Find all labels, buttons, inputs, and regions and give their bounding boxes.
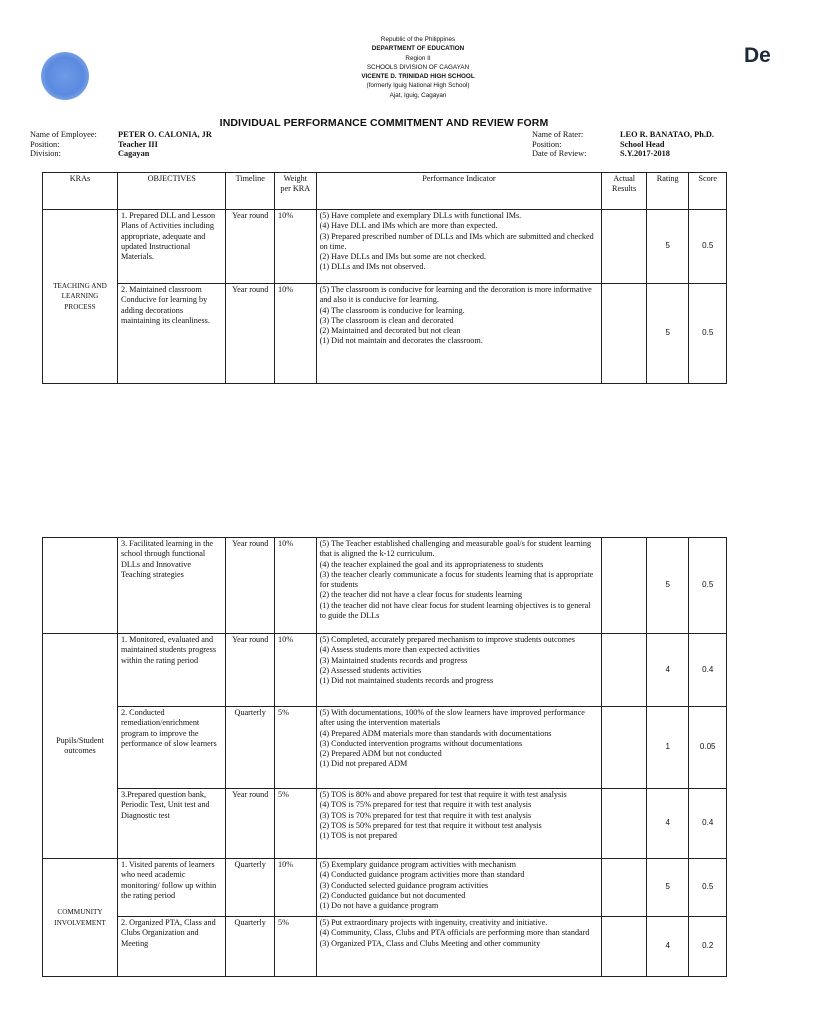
score-cell: 0.4 <box>689 634 727 707</box>
header-timeline: Timeline <box>226 173 275 210</box>
rating-cell: 5 <box>646 538 689 634</box>
indicator-line: (1) Do not have a guidance program <box>319 901 439 911</box>
indicator-line: (1) the teacher did not have clear focus for student learning objectives is to general to guide the DLLs <box>319 600 591 621</box>
kra-cell: Pupils/Student outcomes <box>43 634 118 859</box>
rating-cell: 1 <box>646 707 689 789</box>
rater-values <box>620 130 714 159</box>
score-cell: 0.5 <box>689 538 727 634</box>
table-row <box>43 917 727 977</box>
weight-cell: 5% <box>275 917 317 977</box>
table-header-row <box>43 173 727 210</box>
employee-info <box>30 130 97 159</box>
table-row <box>43 707 727 789</box>
timeline-cell: Year round <box>226 634 275 707</box>
indicator-line: (5) Completed, accurately prepared mechanism to improve students outcomes <box>319 635 575 644</box>
employee-division: Cagayan <box>118 149 150 159</box>
indicator-line: (1) Did not prepared ADM <box>319 759 408 769</box>
table-row <box>43 859 727 917</box>
indicator-line: (2) Have DLLs and IMs but some are not checked. <box>319 252 486 262</box>
indicator-cell <box>316 634 602 707</box>
form-title: INDIVIDUAL PERFORMANCE COMMITMENT AND REVIEW FORM <box>219 117 549 129</box>
header-objectives: OBJECTIVES <box>117 173 225 210</box>
score-cell: 0.5 <box>689 284 727 384</box>
indicator-line: (5) The classroom is conducive for learning and the decoration is more informative and also it is conducive for learning. <box>319 285 592 305</box>
indicator-line: (5) Exemplary guidance program activities with mechanism <box>319 860 516 869</box>
weight-cell: 5% <box>275 789 317 859</box>
indicator-line: (5) Have complete and exemplary DLLs with functional IMs. <box>319 211 522 220</box>
timeline-cell: Year round <box>226 210 275 284</box>
employee-name: PETER O. CALONIA, JR <box>118 130 212 139</box>
rater-info <box>532 130 586 159</box>
objective-cell: 2. Maintained classroom Conducive for learning by adding decorations maintaining its cleanliness. <box>117 284 225 384</box>
rating-cell: 4 <box>646 634 689 707</box>
header-line: Republic of the Philippines <box>380 36 456 43</box>
performance-table-2 <box>42 537 727 977</box>
rating-cell: 5 <box>646 210 689 284</box>
objective-cell: 2. Organized PTA, Class and Clubs Organization and Meeting <box>117 917 225 977</box>
indicator-line: (3) Organized PTA, Class and Clubs Meeting and other community <box>319 938 541 948</box>
actual-result-cell <box>602 707 647 789</box>
indicator-line: (3) TOS is 70% prepared for test that require it with test analysis <box>319 810 532 820</box>
indicator-line: (3) Prepared prescribed number of DLLs and IMs which are submitted and checked on time. <box>319 231 594 251</box>
header-line: SCHOOLS DIVISION OF CAGAYAN <box>366 63 470 71</box>
indicator-line: (1) DLLs and IMs not observed. <box>319 262 426 272</box>
actual-result-cell <box>602 538 647 634</box>
indicator-line: (4) TOS is 75% prepared for test that require it with test analysis <box>319 800 532 810</box>
indicator-line: (1) Did not maintained students records and progress <box>319 676 494 686</box>
employee-position: Teacher III <box>118 139 158 149</box>
table-row <box>43 538 727 634</box>
indicator-line: (1) Did not maintain and decorates the classroom. <box>319 336 483 346</box>
objective-cell: 1. Prepared DLL and Lesson Plans of Activities including appropriate, adequate and updated Instructional Materials. <box>117 210 225 284</box>
indicator-cell <box>316 789 602 859</box>
score-cell: 0.5 <box>689 210 727 284</box>
rater-name: LEO R. BANATAO, Ph.D. <box>620 130 714 139</box>
employee-division-label: Division: <box>30 149 61 159</box>
actual-result-cell <box>602 917 647 977</box>
table-row <box>43 284 727 384</box>
kra-cell: TEACHING AND LEARNING PROCESS <box>43 210 118 384</box>
rater-position-label: Position: <box>532 139 562 149</box>
indicator-line: (3) Conducted selected guidance program activities <box>319 880 489 890</box>
indicator-line: (3) Maintained students records and progress <box>319 655 468 665</box>
rating-cell: 4 <box>646 917 689 977</box>
indicator-line: (1) TOS is not prepared <box>319 831 398 841</box>
actual-result-cell <box>602 789 647 859</box>
objective-cell: 3.Prepared question bank, Periodic Test, Unit test and Diagnostic test <box>117 789 225 859</box>
table-row <box>43 634 727 707</box>
indicator-line: (5) Put extraordinary projects with ingenuity, creativity and initiative. <box>319 918 548 927</box>
indicator-line: (5) With documentations, 100% of the slow learners have improved performance after using the intervention materials <box>319 708 585 728</box>
review-date-label: Date of Review: <box>532 149 587 159</box>
actual-result-cell <box>602 284 647 384</box>
actual-result-cell <box>602 859 647 917</box>
header-indicator: Performance Indicator <box>316 173 602 210</box>
rating-cell: 4 <box>646 789 689 859</box>
school-header <box>0 35 836 100</box>
indicator-line: (4) Have DLL and IMs which are more than expected. <box>319 221 498 231</box>
indicator-line: (4) The classroom is conducive for learning. <box>319 305 465 315</box>
indicator-line: (4) the teacher explained the goal and its appropriateness to students <box>319 559 544 569</box>
header-line: Ajat, Iguig, Cagayan <box>389 91 447 99</box>
indicator-line: (2) the teacher did not have a clear focus for students learning <box>319 590 523 600</box>
indicator-line: (2) Prepared ADM but not conducted <box>319 749 442 759</box>
indicator-line: (4) Conducted guidance program activities more than standard <box>319 870 525 880</box>
indicator-line: (2) Maintained and decorated but not clean <box>319 326 461 336</box>
weight-cell: 10% <box>275 538 317 634</box>
rating-cell: 5 <box>646 859 689 917</box>
actual-result-cell <box>602 634 647 707</box>
rater-name-label: Name of Rater: <box>532 130 584 139</box>
header-rating: Rating <box>646 173 689 210</box>
review-date: S.Y.2017-2018 <box>620 149 670 159</box>
objective-cell: 1. Visited parents of learners who need academic monitoring/ follow up within the rating period <box>117 859 225 917</box>
objective-cell: 2. Conducted remediation/enrichment program to improve the performance of slow learners <box>117 707 225 789</box>
rater-position: School Head <box>620 139 665 149</box>
score-cell: 0.2 <box>689 917 727 977</box>
header-actual: Actual Results <box>602 173 647 210</box>
indicator-line: (3) the teacher clearly communicate a focus for students learning that is appropriate for students <box>319 569 594 590</box>
header-weight: Weight per KRA <box>275 173 317 210</box>
indicator-line: (5) TOS is 80% and above prepared for test that require it with test analysis <box>319 790 567 799</box>
objective-cell: 3. Facilitated learning in the school through functional DLLs and Innovative Teaching strategies <box>117 538 225 634</box>
header-line: VICENTE D. TRINIDAD HIGH SCHOOL <box>361 73 475 81</box>
weight-cell: 10% <box>275 859 317 917</box>
header-kras: KRAs <box>43 173 118 210</box>
indicator-line: (4) Community, Class, Clubs and PTA officials are performing more than standard <box>319 928 590 938</box>
weight-cell: 10% <box>275 284 317 384</box>
kra-cell <box>43 538 118 634</box>
employee-name-label: Name of Employee: <box>30 130 97 139</box>
header-line: Region II <box>405 54 431 62</box>
score-cell: 0.5 <box>689 859 727 917</box>
header-score: Score <box>689 173 727 210</box>
kra-cell: COMMUNITY INVOLVEMENT <box>43 859 118 977</box>
rating-cell: 5 <box>646 284 689 384</box>
indicator-cell <box>316 538 602 634</box>
weight-cell: 10% <box>275 210 317 284</box>
timeline-cell: Quarterly <box>226 707 275 789</box>
employee-values <box>118 130 212 159</box>
timeline-cell: Year round <box>226 284 275 384</box>
indicator-line: (2) Assessed students activities <box>319 665 422 675</box>
actual-result-cell <box>602 210 647 284</box>
indicator-line: (2) Conducted guidance but not documented <box>319 890 466 900</box>
deped-logo: De <box>744 44 771 67</box>
employee-position-label: Position: <box>30 139 60 149</box>
indicator-cell <box>316 707 602 789</box>
score-cell: 0.4 <box>689 789 727 859</box>
indicator-line: (3) Conducted intervention programs without documentations <box>319 738 523 748</box>
table-row <box>43 210 727 284</box>
objective-cell: 1. Monitored, evaluated and maintained students progress within the rating period <box>117 634 225 707</box>
indicator-cell <box>316 859 602 917</box>
weight-cell: 10% <box>275 634 317 707</box>
indicator-cell <box>316 284 602 384</box>
weight-cell: 5% <box>275 707 317 789</box>
timeline-cell: Year round <box>226 538 275 634</box>
indicator-cell <box>316 210 602 284</box>
indicator-line: (3) The classroom is clean and decorated <box>319 315 454 325</box>
timeline-cell: Quarterly <box>226 917 275 977</box>
table-row <box>43 789 727 859</box>
header-line: DEPARTMENT OF EDUCATION <box>371 45 465 53</box>
performance-table-1 <box>42 172 727 384</box>
indicator-line: (5) The Teacher established challenging and measurable goal/s for student learning that is aligned the k-12 curriculum. <box>319 539 592 559</box>
indicator-cell <box>316 917 602 977</box>
indicator-line: (2) TOS is 50% prepared for test that require it without test analysis <box>319 820 542 830</box>
timeline-cell: Year round <box>226 789 275 859</box>
indicator-line: (4) Prepared ADM materials more than standards with documentations <box>319 728 552 738</box>
indicator-line: (4) Assess students more than expected activities <box>319 645 480 655</box>
timeline-cell: Quarterly <box>226 859 275 917</box>
header-line: (formerly Iguig National High School) <box>366 82 470 90</box>
score-cell: 0.05 <box>689 707 727 789</box>
